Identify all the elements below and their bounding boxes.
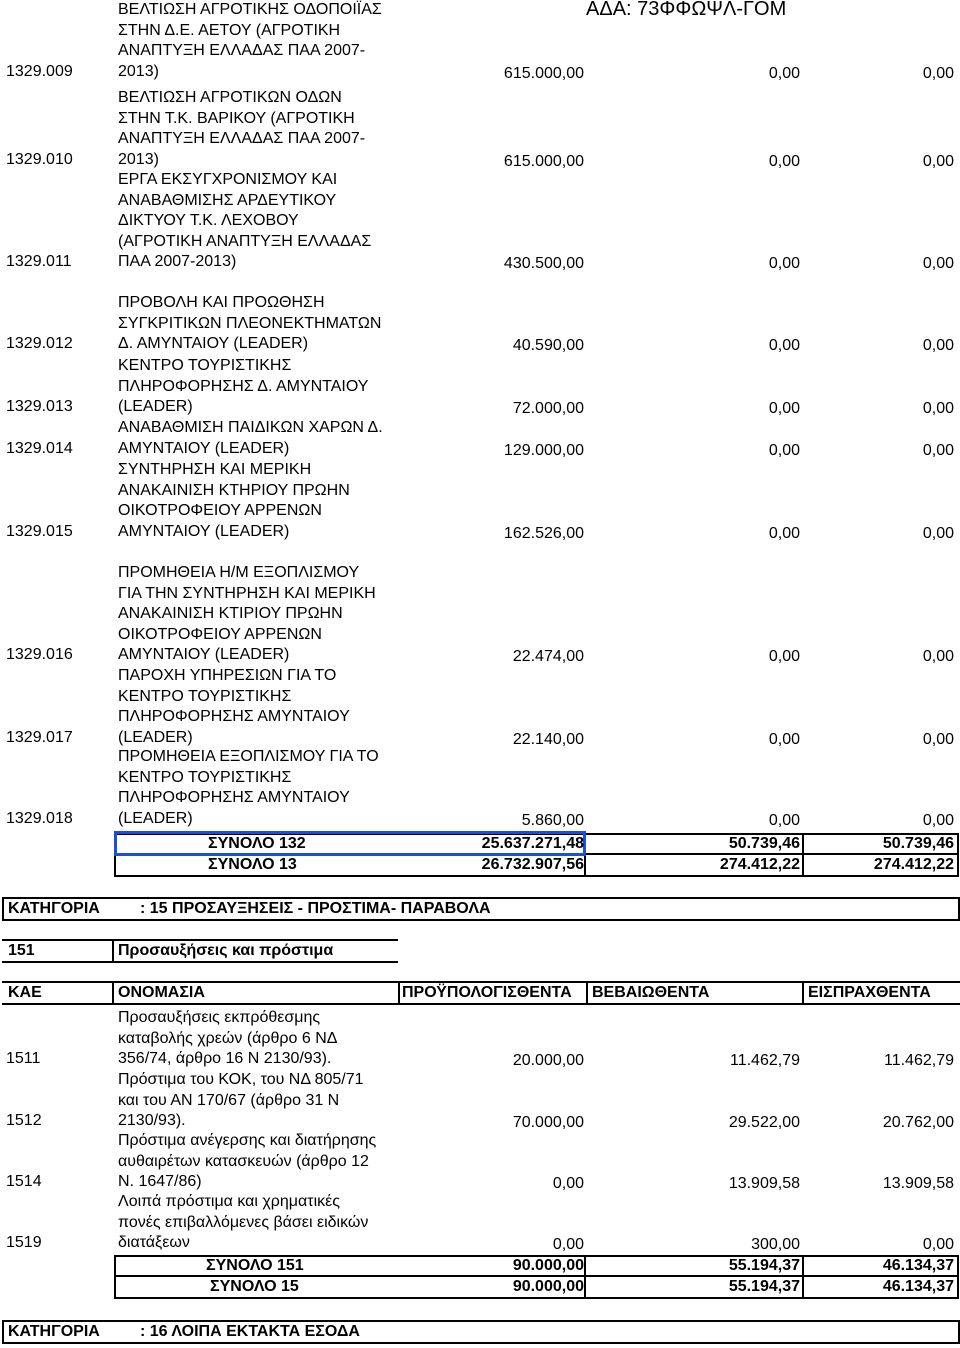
row-assessed: 0,00: [768, 648, 800, 666]
row-name-line: ΑΝΑΚΑΙΝΙΣΗ ΚΤΗΡΙΟΥ ΠΡΩΗΝ: [118, 481, 350, 499]
row-collected: 0,00: [922, 648, 954, 666]
row-collected: 11.462,79: [884, 1052, 954, 1070]
row-name-line: ΔΙΚΤΥΟΥ Τ.Κ. ΛΕΧΟΒΟΥ: [118, 212, 299, 230]
row-budget: 430.500,00: [503, 255, 584, 273]
header-col-divider: [398, 981, 400, 1005]
row-budget: 40.590,00: [512, 337, 584, 355]
group-underline: [2, 939, 398, 941]
col-header-assessed: ΒΕΒΑΙΩΘΕΝΤΑ: [592, 984, 710, 1001]
row-assessed: 0,00: [768, 64, 800, 82]
row-name-line: ΠΑΑ 2007-2013): [118, 253, 237, 271]
row-code: 1329.012: [6, 335, 73, 353]
category-value: : 16 ΛΟΙΠΑ ΕΚΤΑΚΤΑ ΕΣΟΔΑ: [140, 1323, 360, 1340]
total-assessed: 55.194,37: [728, 1257, 800, 1274]
total-budget: 90.000,00: [512, 1257, 584, 1274]
header-col-divider: [802, 981, 804, 1005]
row-name-line: αυθαιρέτων κατασκευών (άρθρο 12: [118, 1152, 369, 1170]
totals-col-divider: [802, 1255, 804, 1299]
row-collected: 0,00: [922, 1236, 954, 1254]
row-budget: 22.474,00: [512, 648, 584, 666]
total-assessed: 274.412,22: [719, 856, 800, 873]
header-rule: [2, 981, 960, 983]
row-name-line: ΟΙΚΟΤΡΟΦΕΙΟΥ ΑΡΡΕΝΩΝ: [118, 502, 322, 520]
row-name-line: ΑΝΑΠΤΥΞΗ ΕΛΛΑΔΑΣ ΠΑΑ 2007-: [118, 130, 366, 148]
row-name-line: 2130/93).: [118, 1112, 186, 1130]
row-name-line: ΠΑΡΟΧΗ ΥΠΗΡΕΣΙΩΝ ΓΙΑ ΤΟ: [118, 667, 337, 684]
row-assessed: 0,00: [768, 337, 800, 355]
row-assessed: 0,00: [768, 152, 800, 170]
row-collected: 0,00: [922, 730, 954, 748]
total-collected: 46.134,37: [882, 1278, 954, 1295]
row-name-line: ΣΥΝΤΗΡΗΣΗ ΚΑΙ ΜΕΡΙΚΗ: [118, 461, 312, 478]
row-assessed: 0,00: [768, 441, 800, 459]
row-code: 1329.011: [6, 253, 72, 271]
row-name-line: ΣΤΗΝ Τ.Κ. ΒΑΡΙΚΟΥ (ΑΓΡΟΤΙΚΗ: [118, 109, 355, 127]
total-collected: 46.134,37: [882, 1257, 954, 1274]
total-label: ΣΥΝΟΛΟ 132: [208, 835, 306, 852]
row-name-line: Λοιπά πρόστιμα και χρηματικές: [118, 1193, 340, 1210]
row-code: 1519: [6, 1234, 42, 1252]
row-code: 1329.010: [6, 150, 73, 168]
row-code: 1329.013: [6, 398, 73, 416]
total-budget: 26.732.907,56: [481, 856, 584, 873]
category-label: ΚΑΤΗΓΟΡΙΑ: [8, 900, 100, 917]
row-name-line: ΑΜΥΝΤΑΙΟΥ (LEADER): [118, 522, 290, 540]
row-name-line: ΠΛΗΡΟΦΟΡΗΣΗΣ ΑΜΥΝΤΑΙΟΥ: [118, 789, 350, 807]
group-code: 151: [8, 942, 35, 959]
row-code: 1329.016: [6, 646, 73, 664]
row-name-line: ΕΡΓΑ ΕΚΣΥΓΧΡΟΝΙΣΜΟΥ ΚΑΙ: [118, 171, 338, 188]
row-budget: 20.000,00: [512, 1052, 584, 1070]
row-assessed: 300,00: [751, 1236, 800, 1254]
row-name-line: ΠΡΟΜΗΘΕΙΑ ΕΞΟΠΛΙΣΜΟΥ ΓΙΑ ΤΟ: [118, 748, 379, 765]
row-assessed: 11.462,79: [730, 1052, 800, 1070]
row-name-line: ΑΝΑΒΑΘΜΙΣΗΣ ΑΡΔΕΥΤΙΚΟΥ: [118, 191, 337, 209]
col-header-collected: ΕΙΣΠΡΑΧΘΕΝΤΑ: [808, 984, 931, 1001]
row-collected: 0,00: [922, 811, 954, 829]
row-budget: 615.000,00: [503, 64, 584, 82]
row-collected: 0,00: [922, 255, 954, 273]
totals-col-divider: [584, 1255, 586, 1299]
total-budget: 90.000,00: [512, 1278, 584, 1295]
row-name-line: Προσαυξήσεις εκπρόθεσμης: [118, 1009, 321, 1026]
row-code: 1511: [6, 1050, 41, 1068]
total-collected: 274.412,22: [873, 856, 954, 873]
row-name-line: ΣΥΓΚΡΙΤΙΚΩΝ ΠΛΕΟΝΕΚΤΗΜΑΤΩΝ: [118, 314, 382, 332]
row-name-line: Πρόστιμα του ΚΟΚ, του ΝΔ 805/71: [118, 1071, 364, 1088]
row-name-line: ΑΜΥΝΤΑΙΟΥ (LEADER): [118, 439, 290, 457]
header-rule: [2, 1003, 960, 1005]
total-budget: 25.637.271,48: [481, 835, 584, 852]
row-name-line: ΠΛΗΡΟΦΟΡΗΣΗΣ Δ. ΑΜΥΝΤΑΙΟΥ: [118, 377, 369, 395]
row-assessed: 0,00: [768, 811, 800, 829]
row-budget: 0,00: [552, 1175, 584, 1193]
row-budget: 5.860,00: [521, 811, 584, 829]
row-name-line: ΚΕΝΤΡΟ ΤΟΥΡΙΣΤΙΚΗΣ: [118, 357, 292, 374]
row-collected: 20.762,00: [882, 1114, 954, 1132]
row-name-line: 2013): [118, 150, 159, 168]
row-code: 1514: [6, 1173, 42, 1191]
row-code: 1329.015: [6, 522, 73, 540]
row-name-line: (LEADER): [118, 728, 193, 746]
row-assessed: 29.522,00: [728, 1114, 800, 1132]
row-budget: 162.526,00: [503, 524, 584, 542]
col-header-name: ΟΝΟΜΑΣΙΑ: [118, 984, 205, 1001]
row-name-line: ΠΡΟΒΟΛΗ ΚΑΙ ΠΡΟΩΘΗΣΗ: [118, 294, 325, 311]
total-label: ΣΥΝΟΛΟ 15: [210, 1278, 299, 1295]
col-header-budget: ΠΡΟΫΠΟΛΟΓΙΣΘΕΝΤΑ: [402, 984, 572, 1001]
row-code: 1329.018: [6, 809, 73, 827]
row-name-line: ΑΝΑΠΤΥΞΗ ΕΛΛΑΔΑΣ ΠΑΑ 2007-: [118, 42, 366, 60]
row-assessed: 0,00: [768, 255, 800, 273]
group-underline: [2, 961, 398, 963]
row-name-line: ΒΕΛΤΙΩΣΗ ΑΓΡΟΤΙΚΗΣ ΟΔΟΠΟΙΪΑΣ: [118, 1, 382, 18]
category-label: ΚΑΤΗΓΟΡΙΑ: [8, 1323, 100, 1340]
row-name-line: ΠΡΟΜΗΘΕΙΑ Η/Μ ΕΞΟΠΛΙΣΜΟΥ: [118, 564, 360, 581]
col-header-kae: ΚΑΕ: [8, 984, 42, 1001]
row-name-line: ΑΝΑΚΑΙΝΙΣΗ ΚΤΙΡΙΟΥ ΠΡΩΗΝ: [118, 605, 343, 623]
row-code: 1512: [6, 1112, 42, 1130]
total-label: ΣΥΝΟΛΟ 13: [208, 856, 297, 873]
row-collected: 0,00: [922, 152, 954, 170]
row-name-line: 356/74, άρθρο 16 Ν 2130/93).: [118, 1050, 332, 1068]
total-label: ΣΥΝΟΛΟ 151: [206, 1257, 304, 1274]
row-name-line: ΑΜΥΝΤΑΙΟΥ (LEADER): [118, 646, 290, 664]
ada-code: ΑΔΑ: 73ΦΦΩΨΛ-ΓΟΜ: [586, 0, 787, 20]
row-name-line: (ΑΓΡΟΤΙΚΗ ΑΝΑΠΤΥΞΗ ΕΛΛΑΔΑΣ: [118, 232, 372, 250]
row-budget: 22.140,00: [512, 730, 584, 748]
row-budget: 615.000,00: [503, 152, 584, 170]
row-name-line: Πρόστιμα ανέγερσης και διατήρησης: [118, 1132, 377, 1149]
row-collected: 0,00: [922, 441, 954, 459]
row-code: 1329.009: [6, 62, 73, 80]
row-name-line: ΒΕΛΤΙΩΣΗ ΑΓΡΟΤΙΚΩΝ ΟΔΩΝ: [118, 89, 342, 106]
row-name-line: και του ΑΝ 170/67 (άρθρο 31 Ν: [118, 1091, 340, 1109]
row-name-line: 2013): [118, 62, 159, 80]
row-budget: 70.000,00: [512, 1114, 584, 1132]
total-assessed: 50.739,46: [728, 835, 800, 852]
row-name-line: Δ. ΑΜΥΝΤΑΙΟΥ (LEADER): [118, 335, 309, 353]
row-name-line: ΠΛΗΡΟΦΟΡΗΣΗΣ ΑΜΥΝΤΑΙΟΥ: [118, 708, 350, 726]
group-title: Προσαυξήσεις και πρόστιμα: [118, 942, 334, 959]
row-name-line: ΣΤΗΝ Δ.Ε. ΑΕΤΟΥ (ΑΓΡΟΤΙΚΗ: [118, 21, 341, 39]
row-collected: 0,00: [922, 337, 954, 355]
row-collected: 0,00: [922, 400, 954, 418]
row-collected: 0,00: [922, 524, 954, 542]
row-budget: 72.000,00: [512, 400, 584, 418]
row-name-line: καταβολής χρεών (άρθρο 6 ΝΔ: [118, 1029, 338, 1047]
row-name-line: ΚΕΝΤΡΟ ΤΟΥΡΙΣΤΙΚΗΣ: [118, 768, 292, 786]
row-name-line: ΑΝΑΒΑΘΜΙΣΗ ΠΑΙΔΙΚΩΝ ΧΑΡΩΝ Δ.: [118, 419, 383, 436]
row-name-line: διατάξεων: [118, 1234, 190, 1252]
row-assessed: 0,00: [768, 524, 800, 542]
total-assessed: 55.194,37: [728, 1278, 800, 1295]
row-assessed: 13.909,58: [728, 1175, 800, 1193]
row-collected: 13.909,58: [882, 1175, 954, 1193]
group-divider: [112, 939, 114, 963]
row-code: 1329.017: [6, 728, 73, 746]
header-col-divider: [112, 981, 114, 1005]
row-name-line: ΓΙΑ ΤΗΝ ΣΥΝΤΗΡΗΣΗ ΚΑΙ ΜΕΡΙΚΗ: [118, 584, 376, 602]
row-name-line: ΟΙΚΟΤΡΟΦΕΙΟΥ ΑΡΡΕΝΩΝ: [118, 625, 322, 643]
total-collected: 50.739,46: [882, 835, 954, 852]
row-budget: 0,00: [552, 1236, 584, 1254]
row-collected: 0,00: [922, 64, 954, 82]
row-name-line: (LEADER): [118, 398, 193, 416]
row-budget: 129.000,00: [503, 441, 584, 459]
row-name-line: Ν. 1647/86): [118, 1173, 202, 1191]
row-name-line: ΚΕΝΤΡΟ ΤΟΥΡΙΣΤΙΚΗΣ: [118, 687, 292, 705]
header-col-divider: [586, 981, 588, 1005]
row-assessed: 0,00: [768, 730, 800, 748]
row-name-line: πονές επιβαλλόμενες βάσει ειδικών: [118, 1213, 369, 1231]
category-value: : 15 ΠΡΟΣΑΥΞΗΣΕΙΣ - ΠΡΟΣΤΙΜΑ- ΠΑΡΑΒΟΛΑ: [140, 900, 491, 917]
row-code: 1329.014: [6, 439, 73, 457]
row-name-line: (LEADER): [118, 809, 193, 827]
totals-col-divider: [802, 833, 804, 877]
row-assessed: 0,00: [768, 400, 800, 418]
